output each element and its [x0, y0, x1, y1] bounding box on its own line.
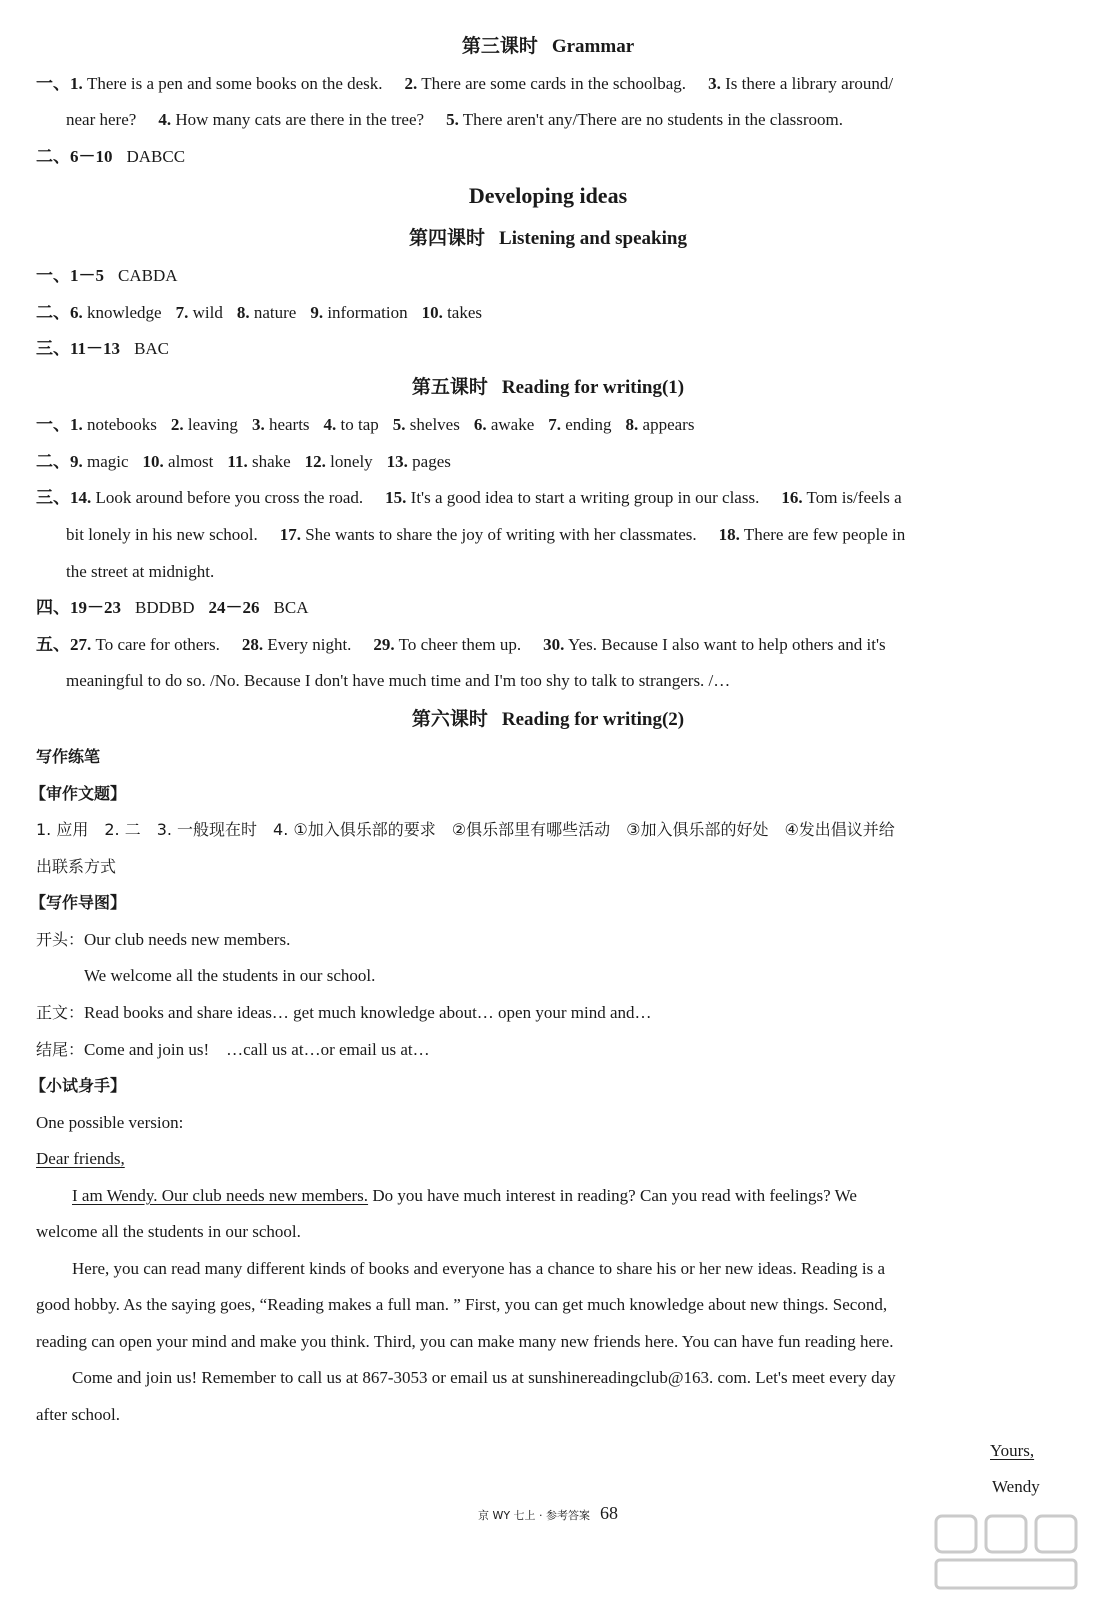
- answer-text: BAC: [134, 339, 170, 358]
- answer-text: near here?: [66, 110, 137, 129]
- analysis-line1: 1. 应用 2. 二 3. 一般现在时 4. ①加入俱乐部的要求 ②俱乐部里有哪些活动 ③加入俱乐部的好处 ④发出倡议并给: [36, 820, 895, 839]
- item-number: 4.: [323, 415, 337, 434]
- answer-text: lonely: [330, 452, 373, 471]
- section6-heading-cn: 第六课时: [411, 708, 488, 730]
- item-number: 7.: [548, 415, 561, 434]
- letter-p1-line1: [72, 1185, 857, 1207]
- guide-title: 【写作导图】: [30, 893, 127, 912]
- letter-greeting: Dear friends,: [36, 1149, 125, 1168]
- s5-q3-line3: [66, 561, 214, 583]
- letter-underlined-sentence: I am Wendy. Our club needs new members.: [72, 1186, 369, 1205]
- s4-q1-prefix: 一、: [36, 266, 70, 286]
- item-number: 29.: [373, 635, 395, 654]
- answer-text: hearts: [268, 415, 310, 434]
- section6-heading: [0, 707, 1096, 732]
- guide-open-line2: We welcome all the students in our school.: [84, 966, 376, 985]
- item-range: 19－23: [70, 598, 121, 617]
- s3-q2-line: [36, 146, 185, 168]
- s4-q3-line: [36, 338, 169, 360]
- footer-label: 京 WY 七上 · 参考答案: [477, 1509, 591, 1522]
- answer-text: There are few people in: [743, 525, 906, 544]
- guide-text: Our club needs new members.: [84, 930, 291, 949]
- answer-text: wild: [192, 303, 223, 322]
- item-number: 5.: [392, 415, 406, 434]
- answer-text: to tap: [340, 415, 379, 434]
- item-number: 27.: [70, 635, 92, 654]
- answer-text: It's a good idea to start a writing group in our class.: [410, 488, 760, 507]
- s5-q5-prefix: 五、: [36, 635, 70, 655]
- s5-q3-prefix: 三、: [36, 488, 70, 508]
- item-number: 8.: [236, 303, 250, 322]
- item-number: 1.: [70, 415, 83, 434]
- guide-end-line: [36, 1039, 430, 1061]
- guide-body-label: 正文：: [36, 1003, 85, 1022]
- answer-text: Every night.: [267, 635, 352, 654]
- letter-signature: Wendy: [992, 1477, 1040, 1496]
- section3-heading-cn: 第三课时: [461, 35, 538, 57]
- item-number: 9.: [70, 452, 83, 471]
- s5-q3-line2: [66, 524, 905, 546]
- section4-heading-en: Listening and speaking: [499, 228, 687, 249]
- answer-text: To care for others.: [95, 635, 220, 654]
- writing-practice-label: 写作练笔: [36, 747, 101, 766]
- try-title: 【小试身手】: [30, 1076, 127, 1095]
- answer-text: To cheer them up.: [398, 635, 522, 654]
- answer-text: awake: [490, 415, 535, 434]
- item-number: 1.: [70, 74, 83, 93]
- s5-q1-prefix: 一、: [36, 415, 70, 435]
- guide-open-line1: [36, 929, 290, 951]
- section5-heading: [0, 375, 1096, 400]
- answer-text: CABDA: [118, 266, 178, 285]
- s3-q1-line2: [66, 109, 843, 131]
- item-range: 6－10: [70, 147, 113, 166]
- letter-p3-line2: after school.: [36, 1405, 121, 1424]
- item-number: 4.: [158, 110, 172, 129]
- letter-p3-line1: Come and join us! Remember to call us at 867-3053 or email us at sunshinereadingclub@163. com. Let's meet every day: [72, 1368, 896, 1387]
- item-number: 18.: [718, 525, 740, 544]
- s4-q1-line: [36, 265, 178, 287]
- item-number: 10.: [142, 452, 164, 471]
- analysis-line2: 出联系方式: [36, 857, 117, 876]
- answer-text: Tom is/feels a: [806, 488, 902, 507]
- answer-text: There are some cards in the schoolbag.: [421, 74, 687, 93]
- item-number: 6.: [473, 415, 487, 434]
- s5-q1-line: [36, 414, 694, 436]
- answer-text: magic: [87, 452, 129, 471]
- item-number: 10.: [421, 303, 443, 322]
- item-number: 9.: [310, 303, 324, 322]
- item-number: 15.: [385, 488, 407, 507]
- item-number: 11.: [227, 452, 248, 471]
- answer-text: appears: [642, 415, 695, 434]
- item-range: 1－5: [70, 266, 104, 285]
- s5-q4-line: [36, 597, 308, 619]
- item-number: 2.: [404, 74, 418, 93]
- item-number: 30.: [543, 635, 565, 654]
- section5-heading-en: Reading for writing(1): [501, 377, 685, 398]
- answer-text: There is a pen and some books on the desk.: [87, 74, 383, 93]
- guide-text: Come and join us! …call us at…or email us at…: [84, 1040, 430, 1059]
- answer-text: Look around before you cross the road.: [95, 488, 364, 507]
- s3-q2-prefix: 二、: [36, 147, 70, 167]
- answer-text: bit lonely in his new school.: [66, 525, 258, 544]
- answer-text: almost: [168, 452, 214, 471]
- item-number: 28.: [241, 635, 264, 654]
- answer-text: She wants to share the joy of writing with her classmates.: [305, 525, 697, 544]
- s4-q3-prefix: 三、: [36, 339, 70, 359]
- s5-q4-prefix: 四、: [36, 598, 70, 618]
- item-number: 2.: [170, 415, 184, 434]
- s3-q1-prefix: 一、: [36, 74, 70, 94]
- letter-p2-line2: good hobby. As the saying goes, “Reading makes a full man. ” First, you can get much knowledge about new things. Second,: [36, 1295, 888, 1314]
- section3-heading: [0, 34, 1096, 59]
- s3-q1-line1: [36, 73, 893, 95]
- answer-text: takes: [447, 303, 483, 322]
- analysis-title: 【审作文题】: [30, 784, 127, 803]
- answer-text: pages: [412, 452, 451, 471]
- letter-text: Do you have much interest in reading? Can you read with feelings? We: [372, 1186, 857, 1205]
- item-number: 16.: [781, 488, 803, 507]
- answer-text: shelves: [409, 415, 460, 434]
- item-number: 5.: [446, 110, 459, 129]
- version-label: One possible version:: [36, 1113, 184, 1132]
- guide-text: Read books and share ideas… get much knowledge about… open your mind and…: [84, 1003, 652, 1022]
- section5-heading-cn: 第五课时: [411, 376, 488, 398]
- answer-text: BCA: [273, 598, 309, 617]
- developing-ideas-heading: Developing ideas: [468, 183, 628, 208]
- item-number: 17.: [279, 525, 301, 544]
- letter-p2-line3: reading can open your mind and make you think. Third, you can make many new friends here. You can have fun reading here.: [36, 1332, 894, 1351]
- answer-text: shake: [251, 452, 291, 471]
- letter-p1-line2: welcome all the students in our school.: [36, 1222, 301, 1241]
- guide-end-label: 结尾：: [36, 1040, 85, 1059]
- s4-q2-line: [36, 302, 482, 324]
- item-range: 11－13: [70, 339, 121, 358]
- section3-heading-en: Grammar: [551, 36, 635, 57]
- answer-text: There aren't any/There are no students in the classroom.: [462, 110, 843, 129]
- page-number: 68: [600, 1503, 619, 1523]
- answer-text: information: [327, 303, 408, 322]
- item-number: 14.: [70, 488, 92, 507]
- letter-p2-line1: Here, you can read many different kinds of books and everyone has a chance to share his or her new ideas. Reading is a: [72, 1259, 886, 1278]
- s5-q5-line1: [36, 634, 886, 656]
- answer-text: nature: [253, 303, 297, 322]
- answer-text: Yes. Because I also want to help others and it's: [568, 635, 886, 654]
- answer-text: BDDBD: [135, 598, 195, 617]
- guide-body-line: [36, 1002, 652, 1024]
- item-number: 3.: [708, 74, 721, 93]
- s5-q2-prefix: 二、: [36, 452, 70, 472]
- answer-text: the street at midnight.: [66, 562, 215, 581]
- section4-heading-cn: 第四课时: [409, 227, 486, 249]
- letter-closing: Yours,: [990, 1441, 1035, 1460]
- answer-text: ending: [565, 415, 612, 434]
- item-number: 7.: [175, 303, 189, 322]
- item-range: 24－26: [208, 598, 260, 617]
- item-number: 12.: [304, 452, 326, 471]
- s5-q5-line2: [66, 670, 730, 692]
- s4-q2-prefix: 二、: [36, 303, 70, 323]
- item-number: 8.: [625, 415, 639, 434]
- item-number: 13.: [386, 452, 408, 471]
- answer-text: meaningful to do so. /No. Because I don't have much time and I'm too shy to talk to strangers. /…: [66, 671, 731, 690]
- answer-text: How many cats are there in the tree?: [175, 110, 425, 129]
- item-number: 6.: [70, 303, 83, 322]
- section4-heading: [0, 226, 1096, 251]
- section6-heading-en: Reading for writing(2): [501, 709, 685, 730]
- answer-text: notebooks: [87, 415, 157, 434]
- s5-q2-line: [36, 451, 451, 473]
- guide-open-label: 开头：: [36, 930, 85, 949]
- answer-text: knowledge: [87, 303, 162, 322]
- item-number: 3.: [251, 415, 265, 434]
- answer-text: leaving: [187, 415, 238, 434]
- watermark-logo-icon: [932, 1510, 1082, 1594]
- s5-q3-line1: [36, 487, 902, 509]
- answer-text: DABCC: [126, 147, 186, 166]
- answer-text: Is there a library around/: [725, 74, 894, 93]
